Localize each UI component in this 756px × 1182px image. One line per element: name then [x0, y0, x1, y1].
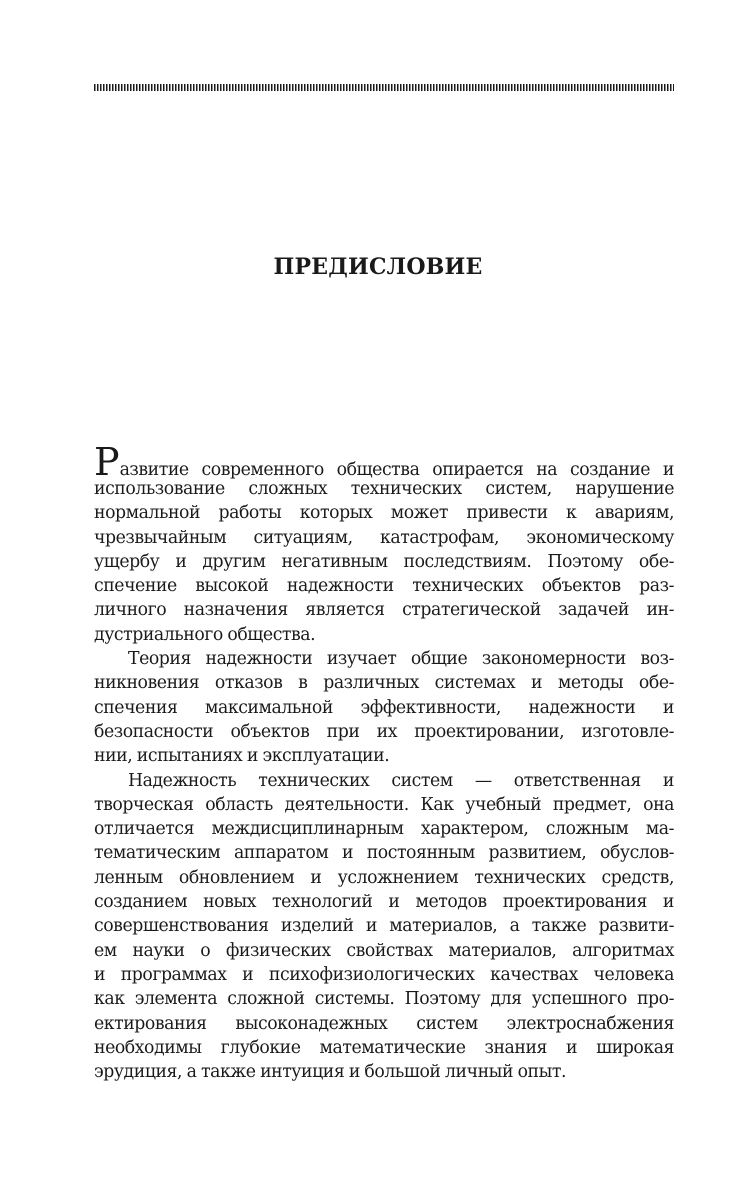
text-line: как элемента сложной системы. Поэтому для успешного про-	[94, 989, 674, 1010]
body-text	[94, 440, 674, 1084]
text-line: эрудиция, а также интуиция и большой личный опыт.	[94, 1062, 567, 1083]
text-line	[94, 440, 674, 484]
text-line: совершенствования изделий и материалов, а также развити-	[94, 916, 674, 937]
text-line: творческая область деятельности. Как учебный предмет, она	[94, 794, 674, 815]
text-line: ущербу и другим негативным последствиям. Поэтому обе-	[94, 551, 674, 572]
header-rule	[94, 84, 674, 91]
text-line: безопасности объектов при их проектировании, изготовле-	[94, 721, 674, 742]
text-line: тематическим аппаратом и постоянным развитием, обуслов-	[94, 843, 674, 864]
paragraph-1	[94, 440, 674, 647]
text-line: нормальной работы которых может привести к авариям,	[94, 503, 674, 524]
text-line: и программах и психофизиологических качествах человека	[94, 964, 674, 985]
text-line: созданием новых технологий и методов проектирования и	[94, 892, 674, 913]
text-line: никновения отказов в различных системах и методы обе-	[94, 673, 674, 694]
text-line: использование сложных технических систем, нарушение	[94, 479, 674, 499]
drop-cap: Р	[94, 440, 120, 484]
text-line: личного назначения является стратегической задачей ин-	[94, 600, 674, 621]
text-line: чрезвычайным ситуациям, катастрофам, экономическому	[94, 527, 674, 548]
paragraph-3	[94, 769, 674, 1085]
line-text: азвитие современного общества опирается на создание и	[119, 460, 674, 480]
text-line: спечение высокой надежности технических объектов раз-	[94, 576, 674, 597]
text-line: ленным обновлением и усложнением технических средств,	[94, 867, 674, 888]
text-line: спечения максимальной эффективности, надежности и	[94, 697, 674, 718]
text-line: отличается междисциплинарным характером, сложным ма-	[94, 819, 674, 840]
text-line: Теория надежности изучает общие закономерности воз-	[128, 649, 674, 670]
text-line: дустриального общества.	[94, 624, 316, 645]
text-line: ем науки о физических свойствах материалов, алгоритмах	[94, 940, 674, 961]
paragraph-2	[94, 647, 674, 768]
text-line: необходимы глубокие математические знания и широкая	[94, 1037, 674, 1058]
text-line: ектирования высоконадежных систем электроснабжения	[94, 1013, 674, 1034]
text-line: нии, испытаниях и эксплуатации.	[94, 746, 390, 767]
text-line: Надежность технических систем — ответственная и	[128, 770, 674, 791]
page-title: ПРЕДИСЛОВИЕ	[273, 254, 483, 280]
